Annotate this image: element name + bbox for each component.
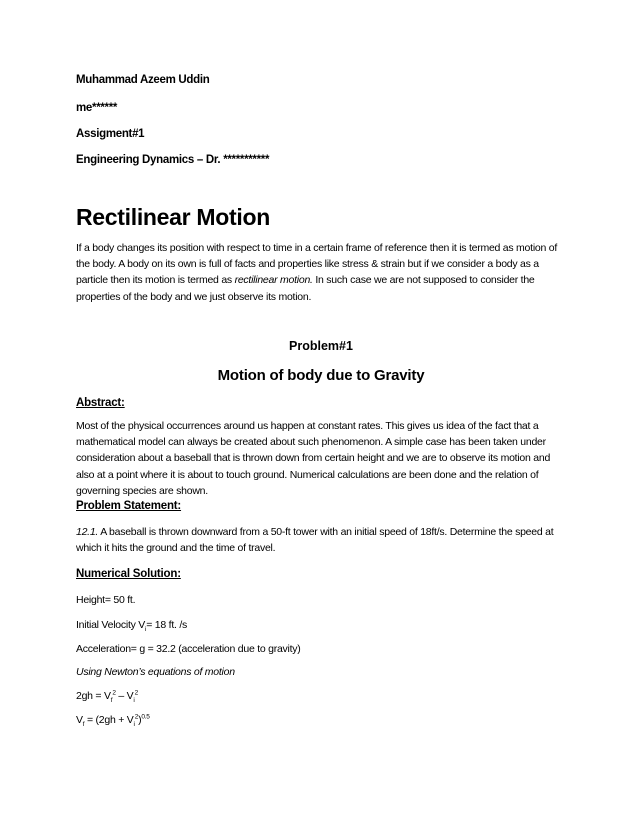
- velocity-value: = 18 ft. /s: [146, 619, 187, 631]
- section-title: Rectilinear Motion: [76, 204, 270, 230]
- velocity-subscript: i: [145, 626, 147, 634]
- acceleration-line: Acceleration= g = 32.2 (acceleration due to gravity): [76, 643, 301, 655]
- height-line: Height= 50 ft.: [76, 594, 136, 606]
- eq2-sub-2: i: [133, 721, 135, 729]
- eq2-part-a: V: [76, 714, 83, 726]
- intro-emphasis: rectilinear motion.: [234, 274, 313, 287]
- problem-title: Motion of body due to Gravity: [217, 367, 425, 384]
- velocity-line: [76, 617, 566, 633]
- problem-label: Problem#1: [289, 339, 353, 353]
- eq1-sup-2: 2: [134, 689, 138, 697]
- eq2-part-b: = (2gh + V: [84, 714, 134, 726]
- newton-line: Using Newton’s equations of motion: [76, 666, 235, 678]
- intro-text-1: If a body changes its position with respect to time in a certain frame of reference then it is termed as motion of the body. A body on its own is full of facts and properties like stress & strain but if we consider a body as a particle then its motion is termed as: [76, 242, 558, 287]
- eq1-part-b: – V: [115, 690, 134, 702]
- eq2-sup-3: 0.5: [141, 713, 150, 721]
- assignment-label: Assigment#1: [76, 128, 145, 140]
- eq2-sup-2: 2: [134, 713, 139, 721]
- eq1-sup-1: 2: [112, 689, 116, 697]
- intro-paragraph: [76, 240, 566, 305]
- statement-body: A baseball is thrown downward from a 50-ft tower with an initial speed of 18ft/s. Determine the speed at which it hits the ground and the time of travel.: [76, 526, 554, 555]
- intro-text-2: In such case we are not supposed to consider the properties of the body and we just observe its motion.: [76, 274, 535, 303]
- equation-1: [76, 688, 566, 704]
- abstract-text: Most of the physical occurrences around us happen at constant rates. This gives us idea of the fact that a mathematical model can always be created about such phenomenon. A simple case has been taken under consideration about a baseball that is thrown down from certain height and we are to observe its motion and also at a point where it is about to touch ground. Numerical calculations are been done and the relation of governing species are shown.: [76, 420, 551, 497]
- student-id: me******: [76, 102, 118, 114]
- author-name: Muhammad Azeem Uddin: [76, 74, 210, 86]
- eq2-sub-1: f: [82, 721, 85, 729]
- abstract-heading: Abstract:: [76, 397, 125, 409]
- eq1-sub-1: f: [110, 697, 113, 705]
- eq1-part-a: 2gh = V: [76, 690, 111, 702]
- statement-number: 12.1.: [76, 526, 99, 538]
- velocity-label: Initial Velocity V: [76, 619, 146, 631]
- solution-heading: Numerical Solution:: [76, 568, 181, 580]
- equation-2: [76, 712, 566, 728]
- eq1-sub-2: i: [133, 697, 135, 705]
- statement-heading: Problem Statement:: [76, 500, 182, 512]
- course-label: Engineering Dynamics – Dr. ***********: [76, 154, 270, 166]
- statement-text: [76, 524, 566, 556]
- eq2-part-c: ): [138, 714, 142, 726]
